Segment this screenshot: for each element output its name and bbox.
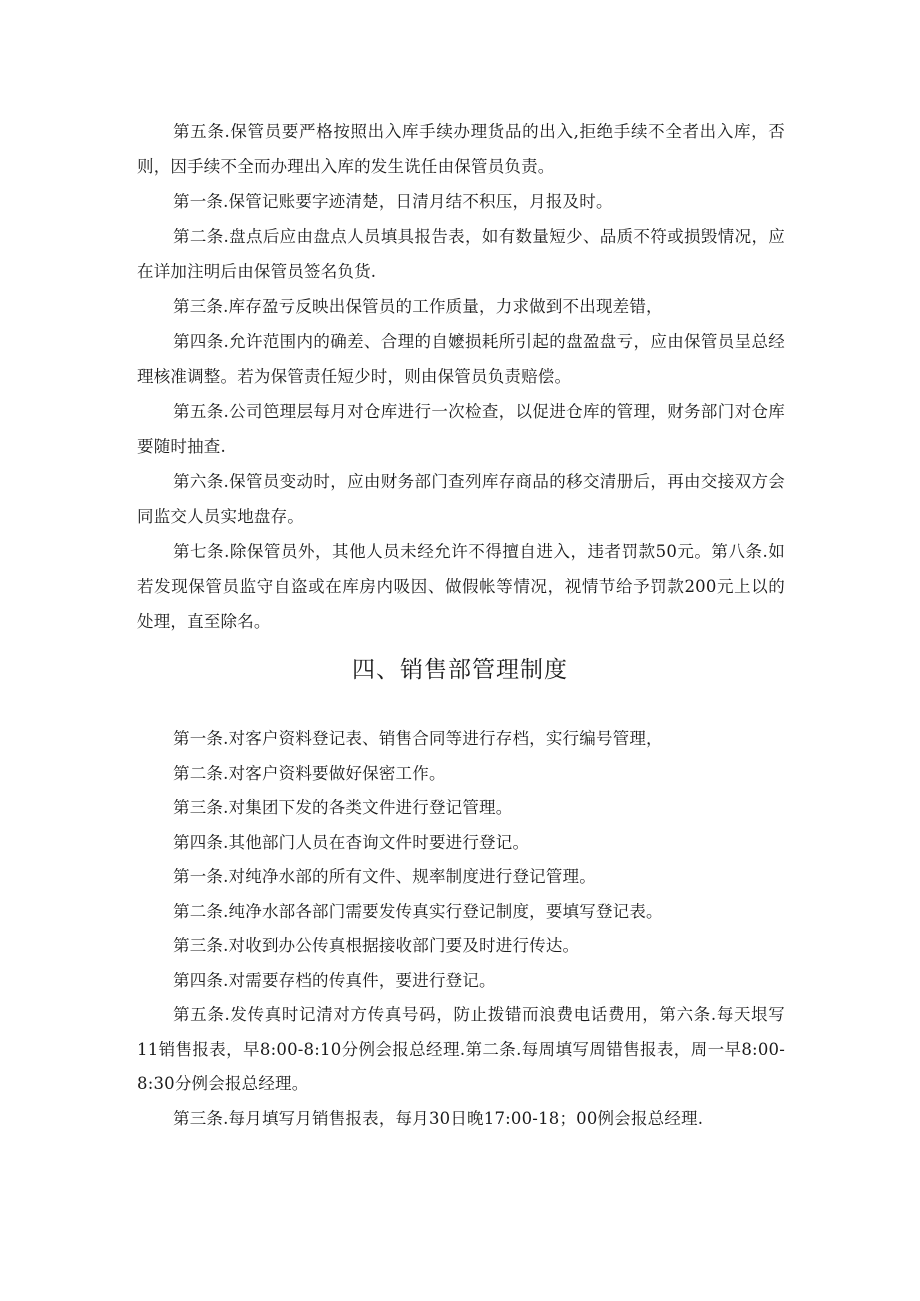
warehouse-rules-section <box>137 114 785 639</box>
article-paragraph: 第二条.盘点后应由盘点人员填具报告表，如有数量短少、品质不符或损毁情况，应在详加注明后由保管员签名负货. <box>137 227 785 281</box>
article-paragraph: 第四条.允许范围内的确差、合理的自嬷损耗所引起的盘盈盘亏，应由保管员呈总经理核准调整。若为保管责任短少时，则由保管员负责赔偿。 <box>137 332 785 386</box>
section-heading: 四、销售部管理制度 <box>352 657 568 683</box>
article-paragraph: 第六条.保管员变动时，应由财务部门查列库存商品的移交清册后，再由交接双方会同监交人员实地盘存。 <box>137 472 785 526</box>
article-paragraph: 第三条.库存盈亏反映出保管员的工作质量，力求做到不出现差错， <box>173 297 663 316</box>
article-paragraph: 第三条.每月填写月销售报表，每月30日晚17:00-18；00例会报总经理. <box>173 1108 704 1128</box>
article-paragraph: 第一条.对纯净水部的所有文件、规率制度进行登记管理。 <box>173 867 596 886</box>
article-paragraph: 第二条.对客户资料要做好保密工作。 <box>173 763 446 783</box>
article-paragraph: 第三条.对收到办公传真根据接收部门要及时进行传达。 <box>173 936 580 955</box>
article-paragraph: 第一条.保管记账要字迹清楚，日清月结不积压，月报及时。 <box>173 192 613 211</box>
article-paragraph: 第五条.保管员要严格按照出入库手续办理货品的出入,拒绝手续不全者出入库，否则，因手续不全而办理出入库的发生诜任由保管员负责。 <box>137 122 785 176</box>
article-paragraph: 第二条.纯净水部各部门需要发传真实行登记制度，要填写登记表。 <box>173 901 663 921</box>
article-paragraph: 第一条.对客户资料登记表、销售合同等进行存档，实行编号管理， <box>173 729 663 748</box>
article-paragraph: 第五条.发传真时记清对方传真号码，防止拨错而浪费电话费用，第六条.每天垠写11销售报表，早8:00-8:10分例会报总经理.第二条.每周填写周错售报表，周一早8:00-8:30分例会报总经理。 <box>137 1005 785 1093</box>
article-paragraph: 第五条.公司笆理层每月对仓库进行一次检查，以促进仓库的管理，财务部门对仓库要随时抽查. <box>137 402 785 456</box>
article-paragraph: 第四条.对需要存档的传真件，要进行登记。 <box>173 970 496 990</box>
article-paragraph: 第七条.除保管员外，其他人员未经允许不得擅自进入，违者罚款50元。第八条.如若发现保管员监守自盗或在库房内吸因、做假帐等情况，视情节给予罚款200元上以的处理，直至除名。 <box>137 542 785 631</box>
sales-rules-section <box>137 722 785 1136</box>
article-paragraph: 第四条.其他部门人员在杳询文件时要进行登记。 <box>173 832 530 852</box>
article-paragraph: 第三条.对集团下发的各类文件进行登记管理。 <box>173 798 513 817</box>
